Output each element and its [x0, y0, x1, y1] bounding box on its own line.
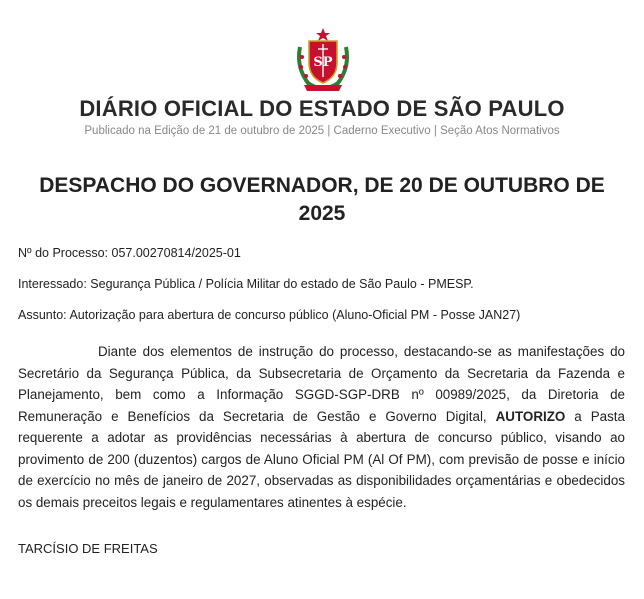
subject-value: Autorização para abertura de concurso público (Aluno-Oficial PM - Posse JAN27): [69, 308, 521, 322]
authorization-keyword: AUTORIZO: [495, 408, 566, 424]
gazette-title: DIÁRIO OFICIAL DO ESTADO DE SÃO PAULO: [79, 96, 565, 121]
document-title: DESPACHO DO GOVERNADOR, DE 20 DE OUTUBRO DE 2025: [39, 174, 605, 225]
body-text-after: a Pasta requerente a adotar as providências necessárias à abertura de concurso público, visando ao provimento de 200 (duzentos) cargos de Aluno Oficial PM (Al Of PM), com previsão de posse e início de exercício no mês de janeiro de 2027, observadas as disponibilidades orçamentárias e obedecidos os demais preceitos legais e regulamentares atinentes à espécie.: [18, 408, 625, 510]
subject-label: Assunto:: [18, 308, 67, 322]
governor-signature: TARCÍSIO DE FREITAS: [18, 541, 158, 556]
interested-party-field: [18, 277, 628, 291]
dispatch-body-paragraph: [18, 341, 625, 513]
process-number-value: 057.00270814/2025-01: [111, 246, 241, 260]
gazette-edition-subtitle: Publicado na Edição de 21 de outubro de 2025 | Caderno Executivo | Seção Atos Normativos: [84, 125, 560, 137]
process-number-field: [18, 246, 628, 260]
body-text-before: Diante dos elementos de instrução do processo, destacando-se as manifestações do Secretário da Segurança Pública, da Subsecretaria de Orçamento da Secretaria da Fazenda e Planejamento, bem como a Informação SGGD-SGP-DRB nº 00989/2025, da Diretoria de Remuneração e Benefícios da Secretaria de Gestão e Governo Digital,: [18, 344, 625, 424]
process-number-label: Nº do Processo:: [18, 246, 109, 260]
crest-letters: SP: [313, 55, 333, 70]
interested-party-value: Segurança Pública / Polícia Militar do estado de São Paulo - PMESP.: [90, 277, 474, 291]
subject-field: [18, 308, 628, 322]
interested-party-label: Interessado:: [18, 277, 87, 291]
sao-paulo-coat-of-arms-icon: [294, 27, 352, 93]
